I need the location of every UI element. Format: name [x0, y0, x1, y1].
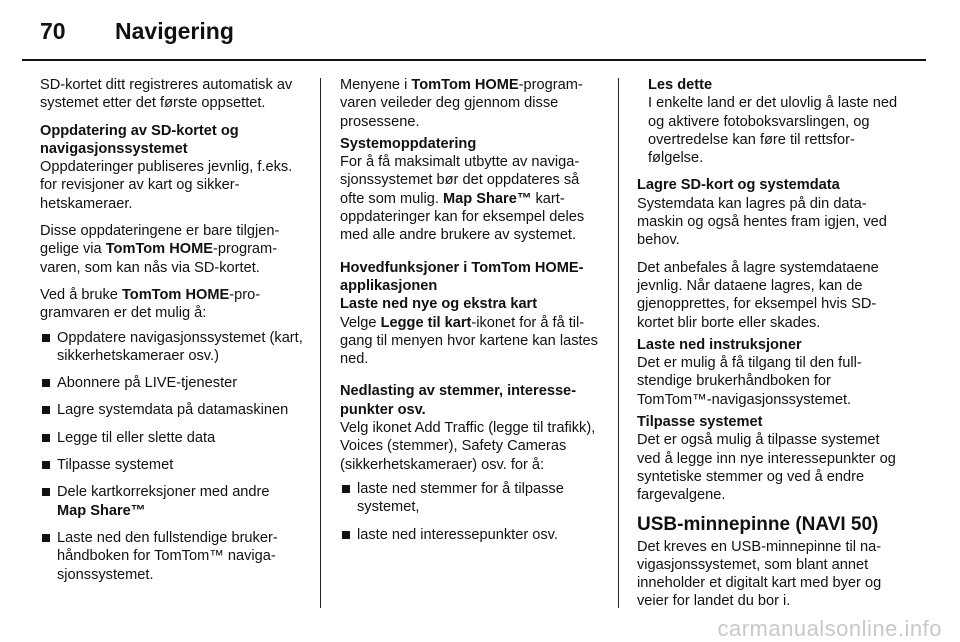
heading-sd-update: Oppdatering av SD-kortet og navigasjonssystemet [40, 122, 239, 157]
note-box [637, 76, 905, 167]
paragraph-usb: Det kreves en USB-minnepinne til navigasjonssystemet, som blant annet inneholder et digitalt kart med byer og veier for landet du bor i. [637, 538, 882, 610]
list-item: Legge til eller slette data [40, 429, 308, 447]
list-item: Tilpasse systemet [40, 456, 308, 474]
list-item: laste ned interessepunkter osv. [340, 526, 606, 544]
term-legge-til-kart: Legge til kart [380, 314, 472, 331]
intro-paragraph: SD-kortet ditt registreres automatisk av systemet etter det første oppsettet. [40, 77, 293, 112]
section-heading-usb: USB-minnepinne (NAVI 50) [637, 513, 879, 535]
text-fragment: Dele kartkorreksjoner med andre [57, 484, 270, 501]
paragraph-customize: Det er også mulig å tilpasse systemet ved å legge inn nye interessepunkter og syntetiske stemmer og ved å endre fargevalgene. [637, 432, 896, 504]
voices-list [340, 480, 606, 544]
paragraph-voices: Velg ikonet Add Traffic (legge til trafikk), Voices (stemmer), Safety Cameras (sikkerhetskameraer) osv. for å: [340, 420, 596, 473]
text-fragment: -ikonet for å få tilgang til menyen hvor kartene kan lastes ned. [340, 314, 598, 368]
term-tomtom-home: TomTom HOME [411, 77, 519, 93]
paragraph-instructions: Det er mulig å få tilgang til den fullstendige brukerhåndboken for TomTom™-navigasjonssystemet. [637, 355, 862, 408]
term-map-share: Map Share™ [57, 502, 146, 519]
paragraph-download-maps [340, 314, 606, 369]
column-2 [340, 76, 606, 553]
heading-main-functions: Hovedfunksjoner i TomTom HOME-applikasjonen [340, 259, 584, 294]
text-fragment: Velge [340, 314, 381, 331]
note-body: I enkelte land er det ulovlig å laste ned og aktivere fotoboksvarslingen, og overtredelse kan føre til rettsforfølgelse. [648, 95, 898, 167]
paragraph-updates: Oppdateringer publiseres jevnlig, f.eks. for revisjoner av kart og sikkerhetskameraer. [40, 159, 293, 212]
text-fragment: Menyene i [340, 77, 412, 93]
header-rule [22, 59, 926, 61]
list-item: Lagre systemdata på datamaskinen [40, 401, 308, 419]
term-tomtom-home: TomTom HOME [105, 241, 213, 258]
page-header [0, 0, 960, 60]
text-fragment: -programvaren veileder deg gjennom disse prosessene. [340, 77, 583, 130]
column-1 [40, 76, 308, 593]
list-item [40, 483, 308, 520]
column-divider-2 [618, 78, 619, 608]
column-3 [637, 76, 905, 620]
term-map-share: Map Share™ [443, 190, 532, 207]
paragraph-system-update [340, 153, 606, 244]
page-title: Navigering [115, 18, 234, 44]
list-item: Oppdatere navigasjonssystemet (kart, sikkerhetskameraer osv.) [40, 329, 308, 366]
heading-download-instructions: Laste ned instruksjoner [637, 336, 802, 353]
paragraph-ved [40, 286, 308, 323]
text-fragment: -programvaren er det mulig å: [40, 286, 261, 322]
paragraph-recommend: Det anbefales å lagre systemdataene jevnlig. Når dataene lagres, kan de gjenopprettes, for eksempel hvis SD-kortet blir borte eller skades. [637, 259, 879, 331]
feature-list [40, 329, 308, 584]
heading-download-maps: Laste ned nye og ekstra kart [340, 296, 538, 313]
text-fragment: -programvaren, som kan nås via SD-kortet. [40, 241, 278, 276]
text-fragment: Disse oppdateringene er bare tilgjengelige via [40, 223, 280, 258]
paragraph-disse [40, 222, 308, 277]
text-fragment: Ved å bruke [40, 286, 122, 303]
column-divider-1 [320, 78, 321, 608]
page-footer [0, 616, 960, 642]
heading-system-update: Systemoppdatering [340, 135, 477, 152]
heading-save-data: Lagre SD-kort og systemdata [637, 177, 840, 194]
text-fragment: For å få maksimalt utbytte av navigasjonssystemet bør det oppdateres så ofte som mulig. [340, 154, 580, 207]
heading-customize: Tilpasse systemet [637, 414, 763, 431]
term-tomtom-home: TomTom HOME [121, 286, 230, 303]
text-fragment: kartoppdateringer kan for eksempel deles med alle andre brukere av systemet. [340, 190, 585, 244]
paragraph-menus [340, 76, 606, 131]
list-item: laste ned stemmer for å tilpasse systemet, [340, 480, 606, 517]
page-number: 70 [40, 18, 66, 44]
watermark: carmanualsonline.info [717, 616, 942, 641]
list-item: Abonnere på LIVE-tjenester [40, 374, 308, 392]
note-heading: Les dette [648, 77, 713, 93]
heading-download-voices: Nedlasting av stemmer, interessepunkter osv. [340, 383, 577, 418]
paragraph-save: Systemdata kan lagres på din datamaskin og også hentes fram igjen, ved behov. [637, 195, 887, 249]
list-item: Laste ned den fullstendige brukerhåndboken for TomTom™ navigasjonssystemet. [40, 529, 308, 584]
